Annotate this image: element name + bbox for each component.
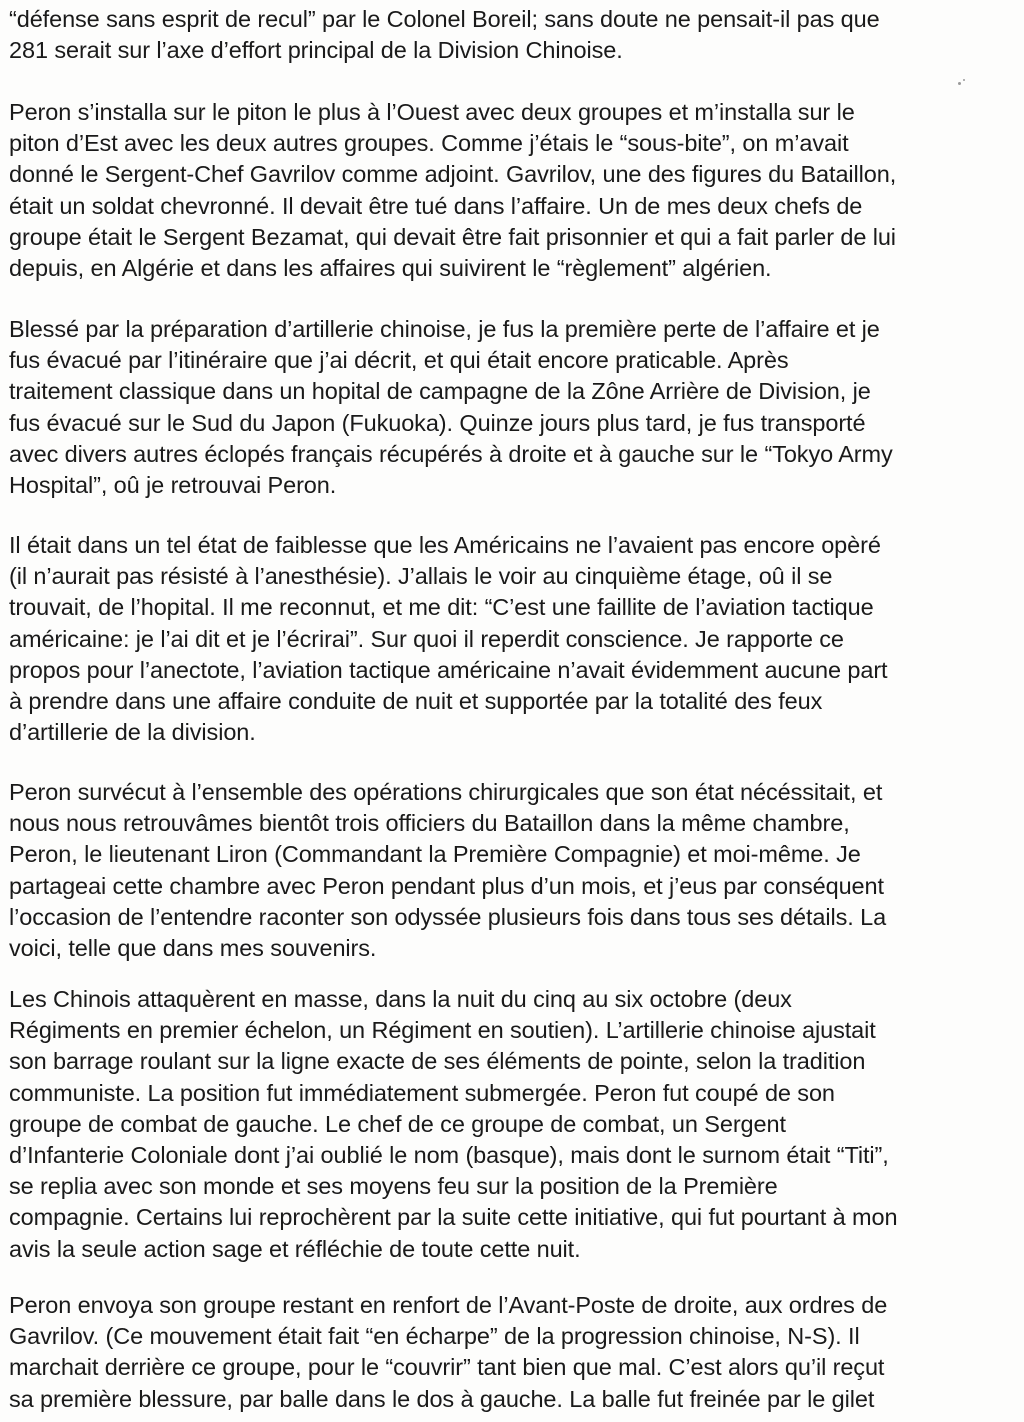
paragraph-7 <box>9 1290 1017 1415</box>
text-line: Il était dans un tel état de faiblesse que les Américains ne l’avaient pas encore opèré <box>9 532 881 558</box>
paragraph-5 <box>9 777 1017 964</box>
text-line: marchait derrière ce groupe, pour le “couvrir” tant bien que mal. C’est alors qu’il reçut <box>9 1354 885 1381</box>
text-line: partageai cette chambre avec Peron pendant plus d’un mois, et j’eus par conséquent <box>9 872 884 899</box>
paragraph-3 <box>9 314 1017 501</box>
text-line: Peron envoya son groupe restant en renfort de l’Avant-Poste de droite, aux ordres de <box>9 1292 888 1318</box>
text-line: piton d’Est avec les deux autres groupes. Comme j’étais le “sous-bite”, on m’avait <box>9 130 849 157</box>
paragraph-6 <box>9 984 1017 1265</box>
text-line: nous nous retrouvâmes bientôt trois officiers du Bataillon dans la même chambre, <box>9 810 850 837</box>
text-line: se replia avec son monde et ses moyens feu sur la position de la Première <box>9 1173 778 1200</box>
text-line: Peron survécut à l’ensemble des opérations chirurgicales que son état nécéssitait, et <box>9 779 883 805</box>
text-line: d’artillerie de la division. <box>9 719 256 746</box>
text-line: groupe était le Sergent Bezamat, qui devait être fait prisonnier et qui a fait parler de lui <box>9 223 896 250</box>
text-line: avec divers autres éclopés français récupérés à droite et à gauche sur le “Tokyo Army <box>9 440 893 467</box>
text-line: voici, telle que dans mes souvenirs. <box>9 935 377 962</box>
text-line: traitement classique dans un hopital de campagne de la Zône Arrière de Division, je <box>9 378 871 405</box>
text-line: depuis, en Algérie et dans les affaires qui suivirent le “règlement” algérien. <box>9 255 772 282</box>
text-line: Gavrilov. (Ce mouvement était fait “en écharpe” de la progression chinoise, N-S). Il <box>9 1323 860 1350</box>
text-line: compagnie. Certains lui reprochèrent par la suite cette initiative, qui fut pourtant à mon <box>9 1204 898 1231</box>
text-line: donné le Sergent-Chef Gavrilov comme adjoint. Gavrilov, une des figures du Bataillon, <box>9 161 897 188</box>
paragraph-1 <box>9 4 1017 66</box>
text-line: trouvait, de l’hopital. Il me reconnut, et me dit: “C’est une faillite de l’aviation tactique <box>9 594 874 621</box>
paragraph-2 <box>9 97 1017 284</box>
scan-speck <box>963 79 965 81</box>
text-line: Peron s’installa sur le piton le plus à l’Ouest avec deux groupes et m’installa sur le <box>9 99 855 125</box>
text-line: propos pour l’anectote, l’aviation tactique américaine n’avait évidemment aucune part <box>9 656 888 683</box>
text-line: Les Chinois attaquèrent en masse, dans la nuit du cinq au six octobre (deux <box>9 986 792 1012</box>
text-line: sa première blessure, par balle dans le dos à gauche. La balle fut freinée par le gilet <box>9 1385 875 1412</box>
text-line: (il n’aurait pas résisté à l’anesthésie). J’allais le voir au cinquième étage, oû il se <box>9 563 833 590</box>
text-line: communiste. La position fut immédiatement submergée. Peron fut coupé de son <box>9 1079 835 1106</box>
text-line: son barrage roulant sur la ligne exacte de ses éléments de pointe, selon la tradition <box>9 1048 866 1075</box>
text-line: l’occasion de l’entendre raconter son odyssée plusieurs fois dans tous ses détails. La <box>9 903 887 930</box>
text-line: Blessé par la préparation d’artillerie chinoise, je fus la première perte de l’affaire et je <box>9 316 880 342</box>
text-line: Peron, le lieutenant Liron (Commandant la Première Compagnie) et moi-même. Je <box>9 841 861 868</box>
text-line: fus évacué sur le Sud du Japon (Fukuoka). Quinze jours plus tard, je fus transporté <box>9 409 866 436</box>
text-line: fus évacué par l’itinéraire que j’ai décrit, et qui était encore praticable. Après <box>9 347 789 374</box>
text-line: 281 serait sur l’axe d’effort principal de la Division Chinoise. <box>9 37 623 64</box>
text-line: Hospital”, oû je retrouvai Peron. <box>9 472 337 499</box>
text-line: Régiments en premier échelon, un Régiment en soutien). L’artillerie chinoise ajustait <box>9 1017 876 1044</box>
text-line: à prendre dans une affaire conduite de nuit et supportée par la totalité des feux <box>9 688 823 715</box>
text-line: américaine: je l’ai dit et je l’écrirai”. Sur quoi il reperdit conscience. Je rapporte ce <box>9 625 844 652</box>
scan-speck <box>958 82 961 85</box>
text-line: d’Infanterie Coloniale dont j’ai oublié le nom (basque), mais dont le surnom était “Titi”, <box>9 1142 889 1169</box>
paragraph-4 <box>9 530 1017 748</box>
text-line: était un soldat chevronné. Il devait être tué dans l’affaire. Un de mes deux chefs de <box>9 192 863 219</box>
text-line: avis la seule action sage et réfléchie de toute cette nuit. <box>9 1235 581 1262</box>
text-line: groupe de combat de gauche. Le chef de ce groupe de combat, un Sergent <box>9 1110 786 1137</box>
text-line: “défense sans esprit de recul” par le Colonel Boreil; sans doute ne pensait-il pas que <box>9 6 880 32</box>
